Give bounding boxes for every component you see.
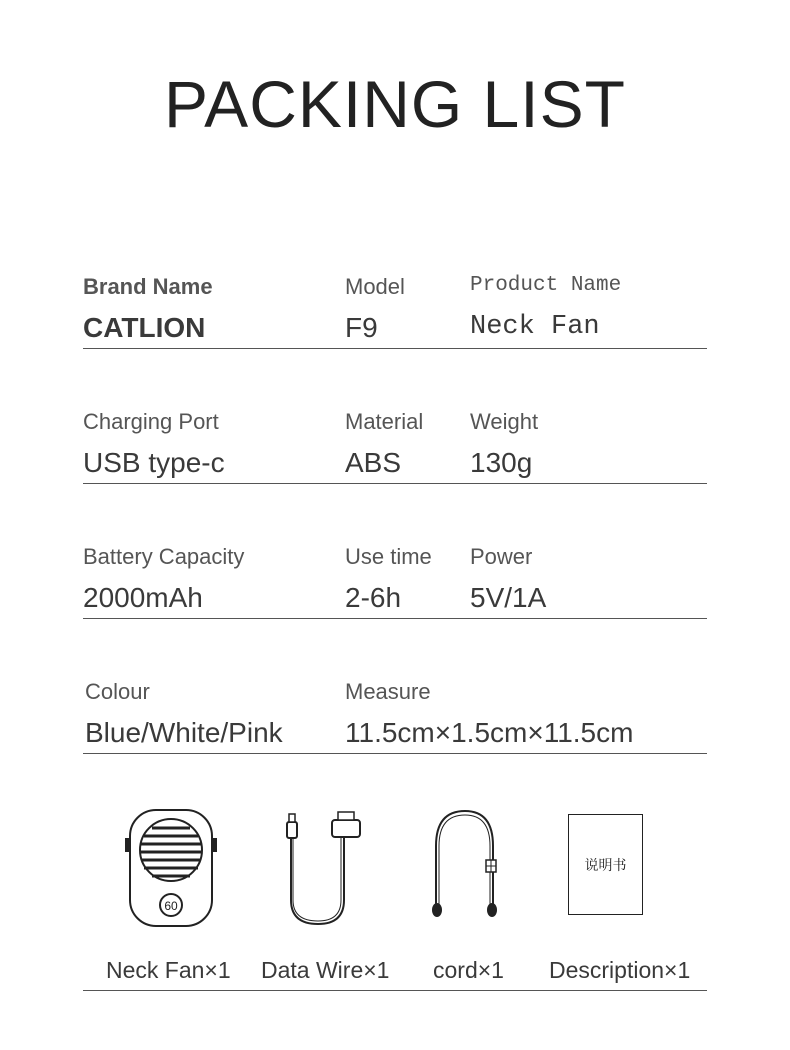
divider-row-2	[83, 483, 707, 484]
weight-label: Weight	[470, 409, 539, 434]
colour-label: Colour	[85, 679, 150, 704]
use-time-label: Use time	[345, 544, 432, 569]
data-wire-caption: Data Wire×1	[261, 957, 390, 983]
neck-fan-caption: Neck Fan×1	[106, 957, 231, 983]
measure-value: 11.5cm×1.5cm×11.5cm	[345, 717, 634, 748]
cord-caption: cord×1	[433, 957, 504, 983]
page-title: PACKING LIST	[164, 67, 626, 141]
material-value: ABS	[345, 447, 402, 478]
manual-icon	[568, 814, 643, 915]
divider-row-3	[83, 618, 707, 619]
battery-capacity-value: 2000mAh	[83, 582, 203, 613]
use-time-value: 2-6h	[345, 582, 402, 613]
brand-name-label: Brand Name	[83, 274, 213, 299]
battery-capacity-label: Battery Capacity	[83, 544, 245, 569]
charging-port-label: Charging Port	[83, 409, 219, 434]
colour-value: Blue/White/Pink	[85, 717, 283, 748]
material-label: Material	[345, 409, 424, 434]
model-label: Model	[345, 274, 405, 299]
lanyard-cord-icon	[425, 806, 505, 922]
divider-row-1	[83, 348, 707, 349]
power-value: 5V/1A	[470, 582, 547, 613]
model-value: F9	[345, 312, 378, 343]
data-wire-icon	[280, 808, 370, 930]
charging-port-value: USB type-c	[83, 447, 225, 478]
power-label: Power	[470, 544, 533, 569]
product-name-label: Product Name	[470, 274, 622, 297]
fan-display-text: 60	[164, 899, 178, 913]
description-caption: Description×1	[549, 957, 691, 983]
neck-fan-icon	[120, 806, 222, 930]
measure-label: Measure	[345, 679, 431, 704]
manual-cover-text: 说明书	[584, 857, 627, 873]
product-name-value: Neck Fan	[470, 312, 600, 342]
divider-row-4	[83, 753, 707, 754]
weight-value: 130g	[470, 447, 533, 478]
divider-bottom	[83, 990, 707, 991]
brand-name-value: CATLION	[83, 312, 206, 343]
